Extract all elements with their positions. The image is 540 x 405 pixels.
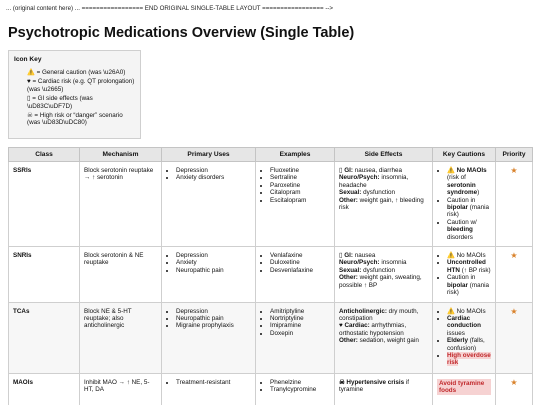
side-effect-text: arrhythmias, orthostatic hypotension (339, 322, 407, 337)
table-row (9, 247, 533, 302)
gi-icon: ▯ (339, 167, 345, 174)
caution-bold: serotonin syndrome (447, 181, 478, 197)
list-item: • Imipramine (270, 322, 330, 329)
cell-primary-uses (162, 373, 256, 405)
page-title: Psychotropic Medications Overview (Single Table) (8, 25, 355, 41)
caution-highlight: Avoid tyramine foods (437, 379, 491, 396)
examples-list (260, 167, 330, 204)
side-effect-text: dysfunction (361, 266, 396, 274)
list-item: • Neuropathic pain (176, 267, 251, 274)
caution-text: (falls, confusion) (447, 337, 485, 352)
table-body (9, 162, 533, 405)
side-effect-line (339, 337, 428, 344)
icon-key-item (27, 95, 137, 110)
table-row (9, 302, 533, 373)
side-effect-line (339, 308, 428, 323)
list-item: • Duloxetine (270, 259, 330, 266)
side-effect-label: Anticholinergic: (339, 307, 387, 315)
list-item: • Escitalopram (270, 197, 330, 204)
list-item: • Desvenlafaxine (270, 267, 330, 274)
column-header: Key Cautions (433, 148, 496, 162)
caution-item (447, 219, 491, 241)
icon-key-heading: Icon Key (14, 56, 42, 63)
cell-key-cautions (433, 302, 496, 373)
icon-key-panel (8, 50, 141, 139)
caution-text: Caution in (447, 196, 476, 204)
icon-key-text: = GI side effects (was \uD83C\uDF7D) (27, 95, 93, 110)
list-item: • Citalopram (270, 189, 330, 196)
cell-class: SNRIs (9, 247, 80, 302)
list-item: • Depression (176, 308, 251, 315)
column-header: Class (9, 148, 80, 162)
list-item: • Treatment-resistant (176, 379, 251, 386)
list-item: • Paroxetine (270, 182, 330, 189)
cell-examples (256, 373, 335, 405)
caution-bold: bipolar (447, 204, 468, 212)
side-effect-label: Sexual: (339, 266, 362, 274)
side-effect-label: GI: (344, 167, 353, 174)
cell-side-effects (335, 247, 433, 302)
cell-primary-uses (162, 247, 256, 302)
caution-item (447, 337, 491, 352)
list-item: • Anxiety disorders (176, 174, 251, 181)
list-item: • Phenelzine (270, 379, 330, 386)
caution-text: (risk of (447, 174, 466, 182)
side-effect-label: Neuro/Psych: (339, 174, 380, 182)
caution-bold: bipolar (447, 281, 468, 289)
side-effect-line (339, 252, 428, 259)
column-header: Mechanism (80, 148, 162, 162)
side-effect-label: Sexual: (339, 189, 362, 197)
warning-icon: ⚠️ (447, 252, 457, 260)
caution-text: ) (477, 189, 480, 197)
caution-item (447, 315, 491, 337)
cell-class: TCAs (9, 302, 80, 373)
examples-list (260, 379, 330, 394)
side-effect-label: GI: (344, 252, 353, 260)
original-content-banner: ... (original content here) ... ================= END ORIGINAL SINGLE-TABLE LAYOUT ================= --> (6, 5, 334, 12)
caution-item (447, 259, 491, 274)
medications-table (8, 147, 533, 405)
uses-list (166, 379, 251, 386)
cell-primary-uses (162, 162, 256, 247)
list-item: • Amitriptyline (270, 308, 330, 315)
table-row (9, 373, 533, 405)
warning-icon: ⚠️ (447, 307, 457, 315)
side-effect-text: nausea (352, 252, 376, 260)
icon-key-list (27, 69, 137, 129)
side-effect-line (339, 267, 428, 274)
cell-class: SSRIs (9, 162, 80, 247)
cell-examples (256, 162, 335, 247)
column-header: Examples (256, 148, 335, 162)
gi-icon: ▯ (339, 252, 345, 260)
warning-icon: ⚠️ (447, 167, 457, 174)
side-effect-label: ☠ Hypertensive crisis (339, 378, 405, 386)
cell-priority-star-icon: ★ (496, 373, 533, 405)
list-item: • Venlafaxine (270, 252, 330, 259)
side-effect-text: insomnia, headache (339, 174, 409, 189)
caution-item (447, 252, 491, 259)
side-effect-line (339, 174, 428, 189)
side-effect-line (339, 274, 428, 289)
side-effect-text: dry mouth, constipation (339, 307, 419, 322)
cell-key-cautions (433, 247, 496, 302)
cell-mechanism: Block NE & 5-HT reuptake; also anticholinergic (80, 302, 162, 373)
cell-priority-star-icon: ★ (496, 247, 533, 302)
side-effect-text: weight gain, ↑ bleeding risk (339, 196, 424, 212)
caution-bold: bleeding (447, 226, 473, 234)
list-item: • Migraine prophylaxis (176, 322, 251, 329)
caution-text: issues (447, 329, 465, 337)
table-row (9, 162, 533, 247)
cautions-list (437, 308, 491, 367)
cell-mechanism: Block serotonin reuptake → ↑ serotonin (80, 162, 162, 247)
list-item: • Nortriptyline (270, 315, 330, 322)
cell-side-effects (335, 373, 433, 405)
examples-list (260, 252, 330, 274)
caution-text: (mania risk) (447, 204, 489, 219)
side-effect-label: Other: (339, 274, 358, 282)
caution-item (447, 197, 491, 219)
list-item: • Fluoxetine (270, 167, 330, 174)
caution-bold: Elderly (447, 337, 468, 345)
icon-key-glyph-icon: ⚠️ (27, 69, 37, 76)
caution-text: No MAOIs (456, 307, 486, 315)
cell-examples (256, 247, 335, 302)
column-header: Side Effects (335, 148, 433, 162)
list-item: • Anxiety (176, 259, 251, 266)
side-effect-label: ♥ Cardiac: (339, 322, 370, 330)
cell-mechanism: Inhibit MAO → ↑ NE, 5-HT, DA (80, 373, 162, 405)
cell-examples (256, 302, 335, 373)
caution-item (447, 274, 491, 296)
side-effect-line (339, 259, 428, 266)
side-effect-text: dysfunction (361, 189, 396, 197)
cell-key-cautions (433, 373, 496, 405)
icon-key-item (27, 78, 137, 93)
icon-key-glyph-icon: ☠ (27, 112, 35, 120)
cell-key-cautions (433, 162, 496, 247)
caution-text: Caution in (447, 274, 476, 282)
cell-side-effects (335, 302, 433, 373)
icon-key-item (27, 112, 137, 127)
caution-item (447, 308, 491, 315)
cell-mechanism: Block serotonin & NE reuptake (80, 247, 162, 302)
list-item: • Depression (176, 167, 251, 174)
cell-class: MAOIs (9, 373, 80, 405)
side-effect-text: nausea, diarrhea (352, 167, 402, 174)
icon-key-item (27, 69, 137, 76)
side-effect-line (339, 322, 428, 337)
icon-key-glyph-icon: ▯ (27, 95, 33, 103)
side-effect-text: insomnia (379, 259, 407, 267)
side-effect-text: if tyramine (339, 378, 410, 393)
caution-bold: Cardiac conduction (447, 314, 481, 330)
side-effect-label: Other: (339, 337, 358, 345)
uses-list (166, 252, 251, 274)
caution-text: (↑ BP risk) (459, 266, 491, 274)
uses-list (166, 308, 251, 330)
caution-text: Caution w/ (447, 218, 477, 226)
icon-key-text: = High risk or “danger” scenario (was \uD83D\uDC80) (27, 112, 123, 127)
cell-priority-star-icon: ★ (496, 162, 533, 247)
cautions-list (437, 252, 491, 296)
list-item: • Depression (176, 252, 251, 259)
side-effect-text: sedation, weight gain (357, 337, 419, 345)
side-effect-line (339, 197, 428, 212)
icon-key-glyph-icon: ♥ (27, 78, 33, 86)
caution-bold: High overdose risk (447, 351, 491, 367)
list-item: • Tranylcypromine (270, 386, 330, 393)
cell-primary-uses (162, 302, 256, 373)
caution-item (447, 167, 491, 197)
caution-text: disorders (447, 233, 473, 241)
cell-side-effects (335, 162, 433, 247)
side-effect-line (339, 167, 428, 174)
icon-key-text: = Cardiac risk (e.g. QT prolongation) (was \u2665) (27, 78, 135, 93)
side-effect-label: Other: (339, 196, 358, 204)
column-header: Priority (496, 148, 533, 162)
caution-item (447, 352, 491, 367)
caution-text: No MAOIs (456, 252, 486, 260)
examples-list (260, 308, 330, 338)
caution-text: (mania risk) (447, 281, 489, 297)
caution-bold: Uncontrolled HTN (447, 259, 486, 274)
cell-priority-star-icon: ★ (496, 302, 533, 373)
list-item: • Neuropathic pain (176, 315, 251, 322)
table-header-row (9, 148, 533, 162)
list-item: • Sertraline (270, 174, 330, 181)
side-effect-text: weight gain, sweating, possible ↑ BP (339, 274, 422, 289)
side-effect-label: Neuro/Psych: (339, 259, 380, 267)
column-header: Primary Uses (162, 148, 256, 162)
uses-list (166, 167, 251, 182)
caution-bold: No MAOIs (456, 167, 487, 174)
list-item: • Doxepin (270, 330, 330, 337)
cautions-list (437, 167, 491, 241)
side-effect-line (339, 379, 428, 394)
icon-key-text: = General caution (was \u26A0) (36, 69, 126, 76)
side-effect-line (339, 189, 428, 196)
